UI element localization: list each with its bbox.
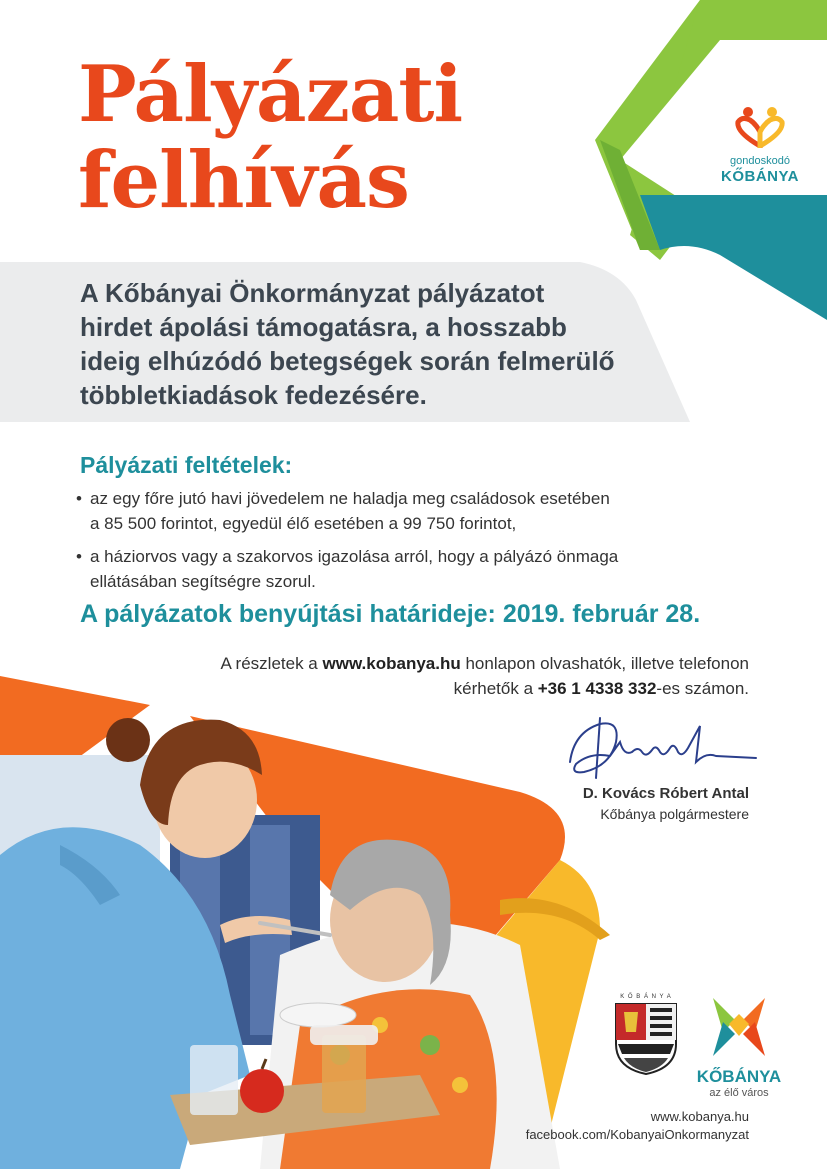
title-line-1: Pályázati: [78, 49, 463, 140]
details-text: [129, 651, 749, 701]
gondoskodo-kobanya-logo: [718, 106, 802, 185]
kobanya-x-icon: [709, 994, 769, 1060]
signer-name: D. Kovács Róbert Antal: [582, 785, 749, 802]
signer-role: Kőbánya polgármestere: [600, 806, 749, 822]
title-line-2: felhívás: [78, 135, 409, 226]
phone-number: +36 1 4338 332: [537, 679, 657, 698]
deadline: A pályázatok benyújtási határideje: 2019. február 28.: [80, 600, 701, 628]
signature-image: [560, 712, 760, 782]
intro-text: [80, 276, 615, 412]
footer: [526, 1108, 749, 1144]
intro-line: A Kőbányai Önkormányzat pályázatot: [80, 278, 545, 308]
logo-tagline: az élő város: [709, 1087, 769, 1099]
logo-wordmark: KŐBÁNYA: [696, 1067, 782, 1086]
website-link[interactable]: www.kobanya.hu: [322, 654, 461, 673]
teal-ribbon: [640, 195, 827, 320]
kobanya-az-elo-varos-logo: [684, 994, 794, 1099]
bullet-icon: •: [76, 547, 82, 566]
condition-line: a 85 500 forintot, egyedül élő esetében a 99 750 forintot,: [90, 514, 517, 533]
footer-facebook-link[interactable]: facebook.com/KobanyaiOnkormanyzat: [525, 1127, 749, 1142]
logo-wordmark: KŐBÁNYA: [721, 168, 799, 185]
condition-item: [76, 486, 636, 536]
details-text-part: A részletek a: [220, 654, 323, 673]
details-text-part: honlapon olvashatók, illetve telefonon: [460, 654, 749, 673]
condition-line: a háziorvos vagy a szakorvos igazolása arról, hogy a pályázó önmaga: [90, 547, 619, 566]
intro-line: hirdet ápolási támogatásra, a hosszabb: [80, 312, 567, 342]
footer-website-link[interactable]: www.kobanya.hu: [650, 1109, 749, 1124]
conditions-list: [76, 486, 636, 602]
conditions-heading: Pályázati feltételek:: [80, 452, 293, 478]
crest-label: K Ő B Á N Y A: [620, 994, 672, 1000]
nurse-feeding-patient-photo: [0, 695, 560, 1169]
intro-line: ideig elhúzódó betegségek során felmerülő: [80, 346, 615, 376]
bullet-icon: •: [76, 489, 82, 508]
details-line-1: [129, 651, 749, 676]
logo-tagline: gondoskodó: [730, 155, 790, 167]
signer: [583, 784, 749, 824]
details-text-part: -es számon.: [656, 679, 749, 698]
condition-line: az egy főre jutó havi jövedelem ne haladja meg családosok esetében: [90, 489, 610, 508]
intro-line: többletkiadások fedezésére.: [80, 380, 427, 410]
coat-of-arms-icon: [614, 996, 678, 1076]
heart-people-icon: [730, 106, 790, 148]
page-title: [78, 49, 463, 226]
condition-line: ellátásában segítségre szorul.: [90, 572, 316, 591]
details-text-part: kérhetők a: [453, 679, 538, 698]
condition-item: [76, 544, 636, 594]
